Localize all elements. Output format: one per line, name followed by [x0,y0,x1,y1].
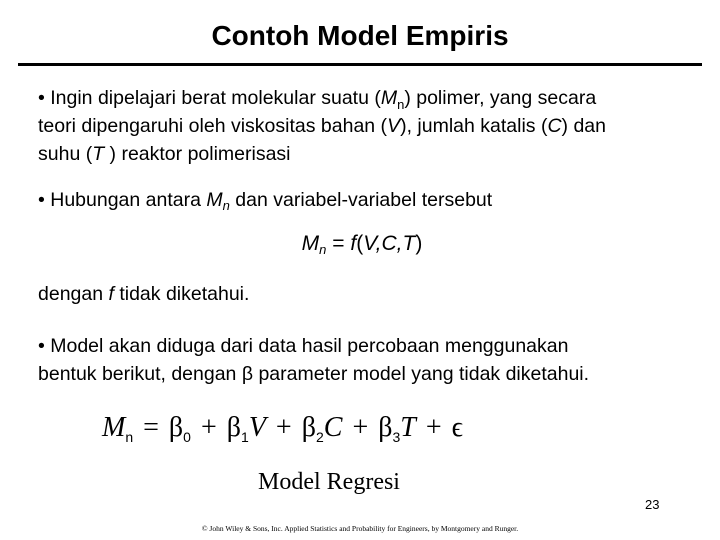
unknown-function-note: dengan f tidak diketahui. [38,283,250,305]
regression-equation: $M_n = \beta_0 + \beta_1V + \beta_2C + \beta_3T + \epsilon$ [102,412,464,445]
bullet-3-line-1: • Model akan diduga dari data hasil percobaan menggunakan [38,335,569,357]
page-number: 23 [645,497,660,512]
function-equation: Mn = f(V,C,T) [301,232,423,257]
model-caption: Model Regresi [258,469,400,495]
copyright-credit: © John Wiley & Sons, Inc. Applied Statistics and Probability for Engineers, by Montgomery and Runger. [201,524,519,533]
bullet-2: • Hubungan antara $M_n$ dan variabel-variabel tersebut [38,189,493,213]
bullet-1-line-3: suhu (T ) reaktor polimerisasi [38,143,291,165]
title-divider [18,63,702,66]
slide-title: Contoh Model Empiris [211,20,509,51]
bullet-1-line-1: • Ingin dipelajari berat molekular suatu $(M_n)$ polimer, yang secara [38,87,597,112]
bullet-1-line-2: teori dipengaruhi oleh viskositas bahan (V), jumlah katalis (C) dan [38,115,606,137]
bullet-3-line-2: bentuk berikut, dengan β parameter model yang tidak diketahui. [38,363,590,385]
